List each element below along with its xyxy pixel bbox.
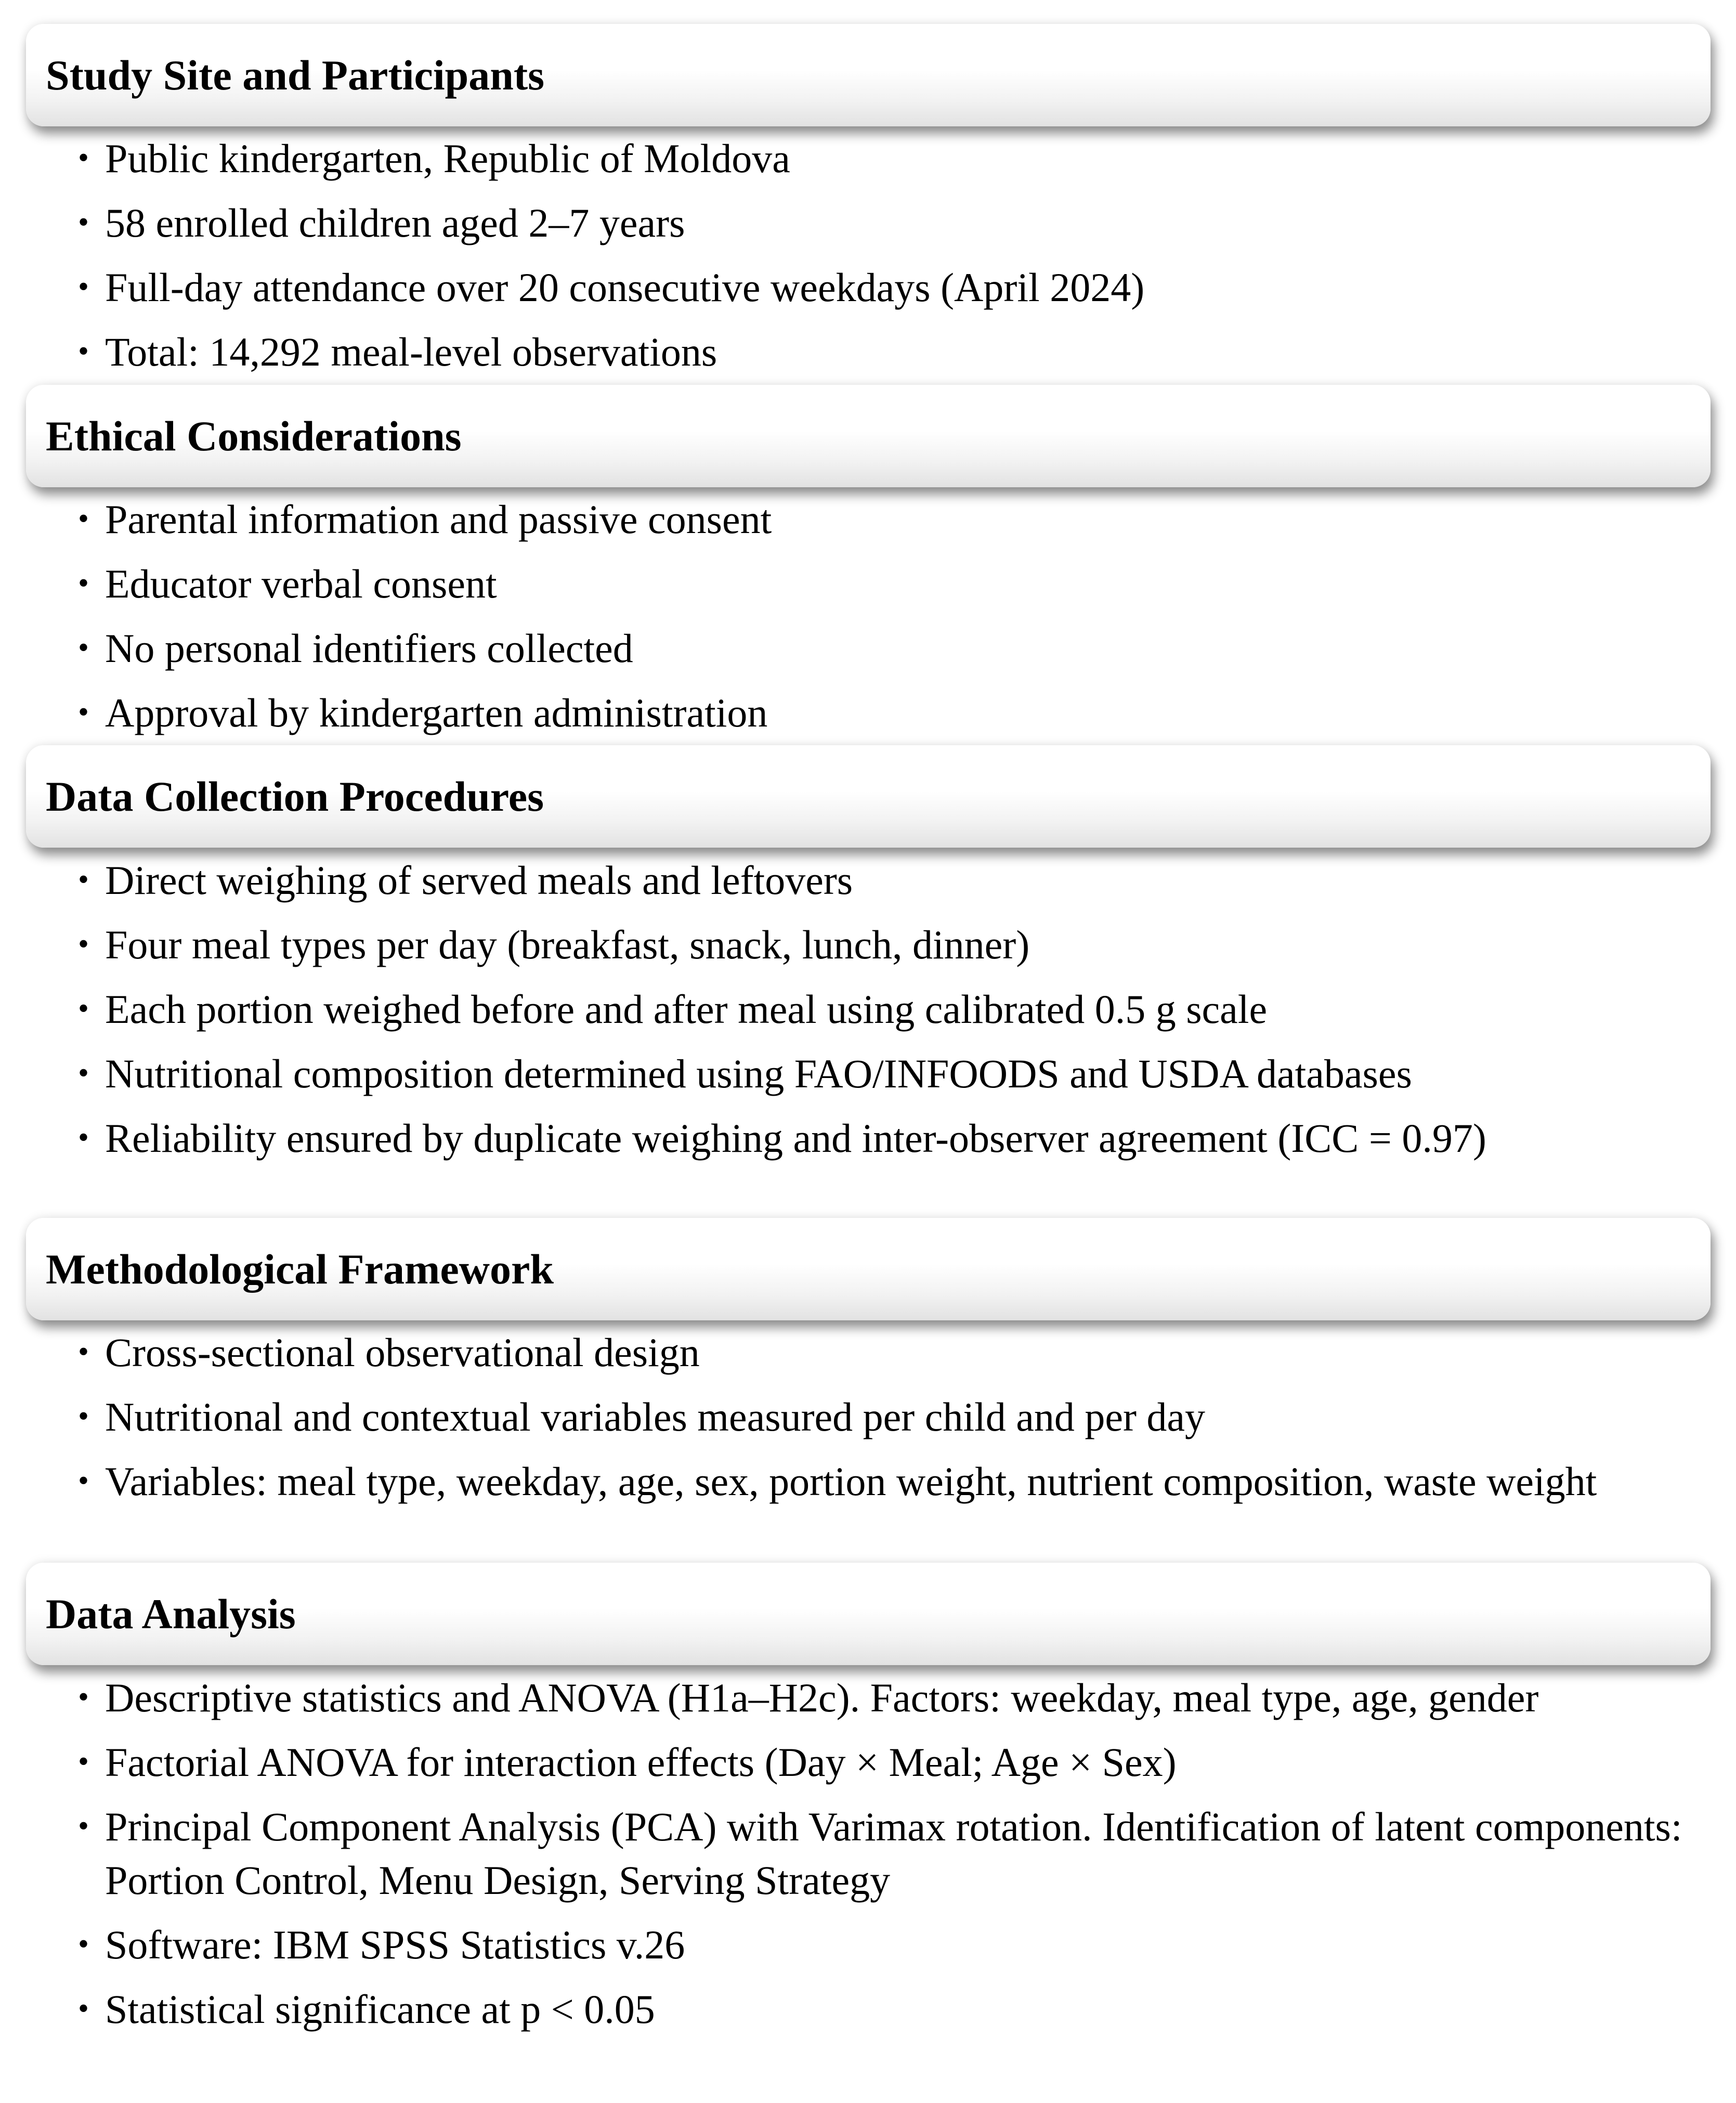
list-item: • Factorial ANOVA for interaction effects (Day × Meal; Age × Sex) xyxy=(78,1735,1690,1789)
bullet-icon: • xyxy=(78,1991,89,2026)
list-item: • Reliability ensured by duplicate weighing and inter-observer agreement (ICC = 0.97) xyxy=(78,1111,1690,1165)
bullet-list xyxy=(78,1670,1690,2046)
list-item: • Principal Component Analysis (PCA) with Varimax rotation. Identification of latent components: Portion Control, Menu Design, Serving Strategy xyxy=(78,1799,1690,1907)
list-item: • Approval by kindergarten administration xyxy=(78,685,1690,739)
list-item: • Full-day attendance over 20 consecutive weekdays (April 2024) xyxy=(78,260,1690,314)
section-title: Ethical Considerations xyxy=(46,412,462,460)
list-item: • Descriptive statistics and ANOVA (H1a–H2c). Factors: weekday, meal type, age, gender xyxy=(78,1670,1690,1724)
bullet-icon: • xyxy=(78,501,89,536)
bullet-icon: • xyxy=(78,1744,89,1779)
list-item: • Variables: meal type, weekday, age, sex, portion weight, nutrient composition, waste weight xyxy=(78,1454,1690,1508)
bullet-icon: • xyxy=(78,1680,89,1714)
bullet-icon: • xyxy=(78,566,89,600)
bullet-icon: • xyxy=(78,862,89,897)
bullet-icon: • xyxy=(78,1056,89,1090)
section-header xyxy=(26,1218,1711,1320)
list-item: • 58 enrolled children aged 2–7 years xyxy=(78,196,1690,250)
list-item: • Total: 14,292 meal-level observations xyxy=(78,324,1690,379)
list-item: • Statistical significance at p < 0.05 xyxy=(78,1982,1690,2036)
list-item: • Nutritional composition determined using FAO/INFOODS and USDA databases xyxy=(78,1046,1690,1100)
bullet-icon: • xyxy=(78,1809,89,1843)
list-item: • Each portion weighed before and after meal using calibrated 0.5 g scale xyxy=(78,982,1690,1036)
list-item: • Four meal types per day (breakfast, snack, lunch, dinner) xyxy=(78,917,1690,971)
bullet-icon: • xyxy=(78,1334,89,1369)
bullet-icon: • xyxy=(78,1927,89,1961)
list-item: • Parental information and passive consent xyxy=(78,492,1690,546)
bullet-icon: • xyxy=(78,269,89,304)
section-header xyxy=(26,1563,1711,1665)
bullet-list xyxy=(78,492,1690,750)
list-item: • Software: IBM SPSS Statistics v.26 xyxy=(78,1917,1690,1971)
bullet-list xyxy=(78,1325,1690,1518)
section-title: Data Collection Procedures xyxy=(46,773,544,820)
bullet-icon: • xyxy=(78,140,89,175)
bullet-list xyxy=(78,853,1690,1175)
bullet-icon: • xyxy=(78,927,89,961)
bullet-icon: • xyxy=(78,334,89,368)
bullet-icon: • xyxy=(78,205,89,239)
list-item: • Direct weighing of served meals and leftovers xyxy=(78,853,1690,907)
list-item: • Public kindergarten, Republic of Moldova xyxy=(78,131,1690,185)
section-header xyxy=(26,385,1711,487)
section-title: Study Site and Participants xyxy=(46,51,545,99)
bullet-icon: • xyxy=(78,695,89,729)
section-header xyxy=(26,24,1711,126)
section-title: Methodological Framework xyxy=(46,1245,554,1293)
bullet-icon: • xyxy=(78,991,89,1025)
bullet-icon: • xyxy=(78,1120,89,1154)
list-item: • Nutritional and contextual variables measured per child and per day xyxy=(78,1390,1690,1444)
bullet-icon: • xyxy=(78,630,89,665)
section-header xyxy=(26,745,1711,848)
bullet-list xyxy=(78,131,1690,389)
bullet-icon: • xyxy=(78,1399,89,1433)
section-title: Data Analysis xyxy=(46,1590,296,1638)
list-item: • No personal identifiers collected xyxy=(78,621,1690,675)
list-item: • Cross-sectional observational design xyxy=(78,1325,1690,1379)
bullet-icon: • xyxy=(78,1463,89,1498)
list-item: • Educator verbal consent xyxy=(78,556,1690,611)
